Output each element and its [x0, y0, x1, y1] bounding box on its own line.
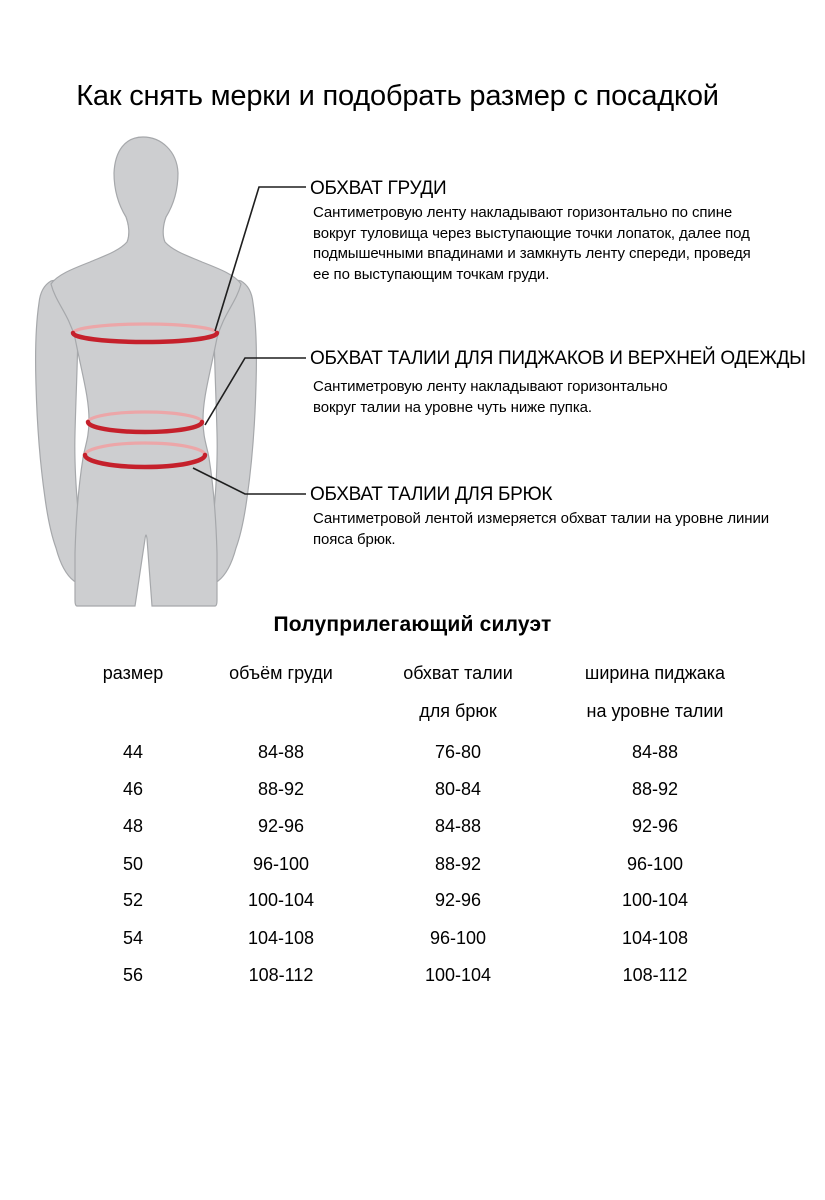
size-table-header-row-2	[0, 701, 825, 723]
cell-size: 52	[122, 890, 144, 910]
section-heading-jacket-waist: ОБХВАТ ТАЛИИ ДЛЯ ПИДЖАКОВ И ВЕРХНЕЙ ОДЕЖДЫ	[310, 348, 806, 369]
cell-size: 46	[122, 779, 144, 799]
table-row-size-48	[0, 816, 825, 838]
section-description-trouser-waist: Сантиметровой лентой измеряется обхват талии на уровне линии пояса брюк.	[313, 510, 770, 548]
cell-chest: 92-96	[257, 816, 305, 836]
cell-jacket-width: 92-96	[631, 816, 679, 836]
section-heading-trouser-waist: ОБХВАТ ТАЛИИ ДЛЯ БРЮК	[310, 484, 553, 505]
header-trouser-waist: обхват талии	[403, 663, 513, 683]
cell-chest: 88-92	[257, 779, 305, 799]
cell-jacket-width: 104-108	[621, 928, 689, 948]
size-table-title: Полуприлегающий силуэт	[273, 613, 552, 636]
section-heading-chest: ОБХВАТ ГРУДИ	[310, 178, 447, 199]
header-trouser-waist-line2: для брюк	[419, 701, 497, 721]
cell-chest: 104-108	[247, 928, 315, 948]
cell-trouser-waist: 80-84	[434, 779, 482, 799]
header-chest: объём груди	[229, 663, 333, 683]
section-description-chest: Сантиметровую ленту накладывают горизонтально по спине вокруг туловища через выступающие точки лопаток, далее под подмышечными впадинами и замкнуть ленту спереди, проведя ее по выступающим точкам груди.	[313, 204, 751, 283]
table-row-size-50	[0, 854, 825, 876]
cell-trouser-waist: 76-80	[434, 742, 482, 762]
cell-size: 56	[122, 965, 144, 985]
cell-size: 50	[122, 854, 144, 874]
cell-size: 48	[122, 816, 144, 836]
header-jacket-width: ширина пиджака	[584, 663, 726, 683]
size-table-header-row-1	[0, 663, 825, 685]
cell-chest: 96-100	[252, 854, 310, 874]
table-row-size-54	[0, 928, 825, 950]
header-size: размер	[102, 663, 164, 683]
header-jacket-width-line2: на уровне талии	[586, 701, 724, 721]
cell-trouser-waist: 88-92	[434, 854, 482, 874]
cell-chest: 108-112	[248, 965, 314, 985]
table-row-size-44	[0, 742, 825, 764]
cell-trouser-waist: 92-96	[434, 890, 482, 910]
cell-chest: 100-104	[247, 890, 315, 910]
cell-jacket-width: 96-100	[626, 854, 684, 874]
cell-jacket-width: 108-112	[622, 965, 688, 985]
torso-shape	[51, 137, 241, 606]
cell-size: 54	[122, 928, 144, 948]
table-row-size-46	[0, 779, 825, 801]
table-row-size-52	[0, 890, 825, 912]
cell-trouser-waist: 100-104	[424, 965, 492, 985]
cell-jacket-width: 100-104	[621, 890, 689, 910]
cell-jacket-width: 88-92	[631, 779, 679, 799]
cell-trouser-waist: 96-100	[429, 928, 487, 948]
male-figure-silhouette	[10, 123, 320, 607]
table-row-size-56	[0, 965, 825, 987]
cell-size: 44	[122, 742, 144, 762]
cell-jacket-width: 84-88	[631, 742, 679, 762]
cell-trouser-waist: 84-88	[434, 816, 482, 836]
cell-chest: 84-88	[257, 742, 305, 762]
section-description-jacket-waist: Сантиметровую ленту накладывают горизонтально вокруг талии на уровне чуть ниже пупка.	[313, 378, 668, 416]
page-title: Как снять мерки и подобрать размер с посадкой	[76, 80, 719, 112]
